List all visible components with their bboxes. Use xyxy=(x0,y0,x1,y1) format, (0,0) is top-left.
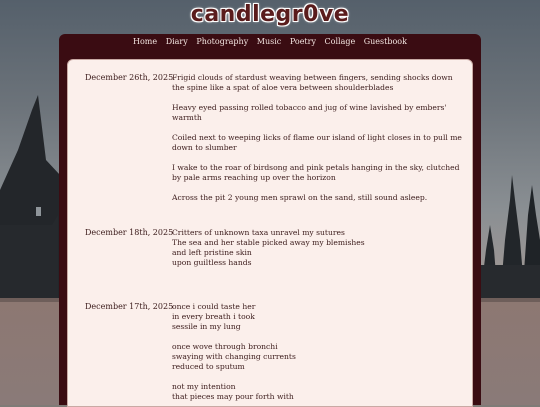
entry-stanza: Across the pit 2 young men sprawl on the sand, still sound asleep. xyxy=(172,193,428,202)
entry-stanza: Coiled next to weeping licks of flame our island of light closes in to pull me down to slumber xyxy=(172,133,462,152)
nav-collage[interactable]: Collage xyxy=(324,37,356,46)
entry-body xyxy=(172,228,467,278)
nav-guestbook[interactable]: Guestbook xyxy=(363,37,407,46)
nav-poetry[interactable]: Poetry xyxy=(289,37,316,46)
diary-content xyxy=(67,59,473,407)
entry-stanza: Heavy eyed passing rolled tobacco and jug of wine lavished by embers' warmth xyxy=(172,103,447,122)
entry-date: December 26th, 2025 xyxy=(85,73,174,82)
nav-diary[interactable]: Diary xyxy=(165,37,188,46)
nav-photography[interactable]: Photography xyxy=(196,37,249,46)
entry-stanza: not my intention that pieces may pour forth with xyxy=(172,382,294,401)
entry-body xyxy=(172,73,467,213)
entry-stanza: once wove through bronchi swaying with changing currents reduced to sputum xyxy=(172,342,296,371)
entry-stanza: Frigid clouds of stardust weaving between fingers, sending shocks down the spine like a spat of aloe vera between shoulderblades xyxy=(172,73,453,92)
entry-date: December 17th, 2025 xyxy=(85,302,174,311)
entry-stanza: I wake to the roar of birdsong and pink petals hanging in the sky, clutched by pale arms reaching up over the horizon xyxy=(172,163,460,182)
top-nav xyxy=(59,34,481,50)
entry-date: December 18th, 2025 xyxy=(85,228,174,237)
entry-body xyxy=(172,302,467,407)
entry-stanza: once i could taste her in every breath i took sessile in my lung xyxy=(172,302,256,331)
nav-home[interactable]: Home xyxy=(133,37,158,46)
nav-music[interactable]: Music xyxy=(256,37,282,46)
site-title: candlegr0ve xyxy=(190,2,350,27)
entry-stanza: Critters of unknown taxa unravel my sutures The sea and her stable picked away my blemishes and left pristine skin upon guiltless hands xyxy=(172,228,365,267)
main-panel xyxy=(59,34,481,405)
